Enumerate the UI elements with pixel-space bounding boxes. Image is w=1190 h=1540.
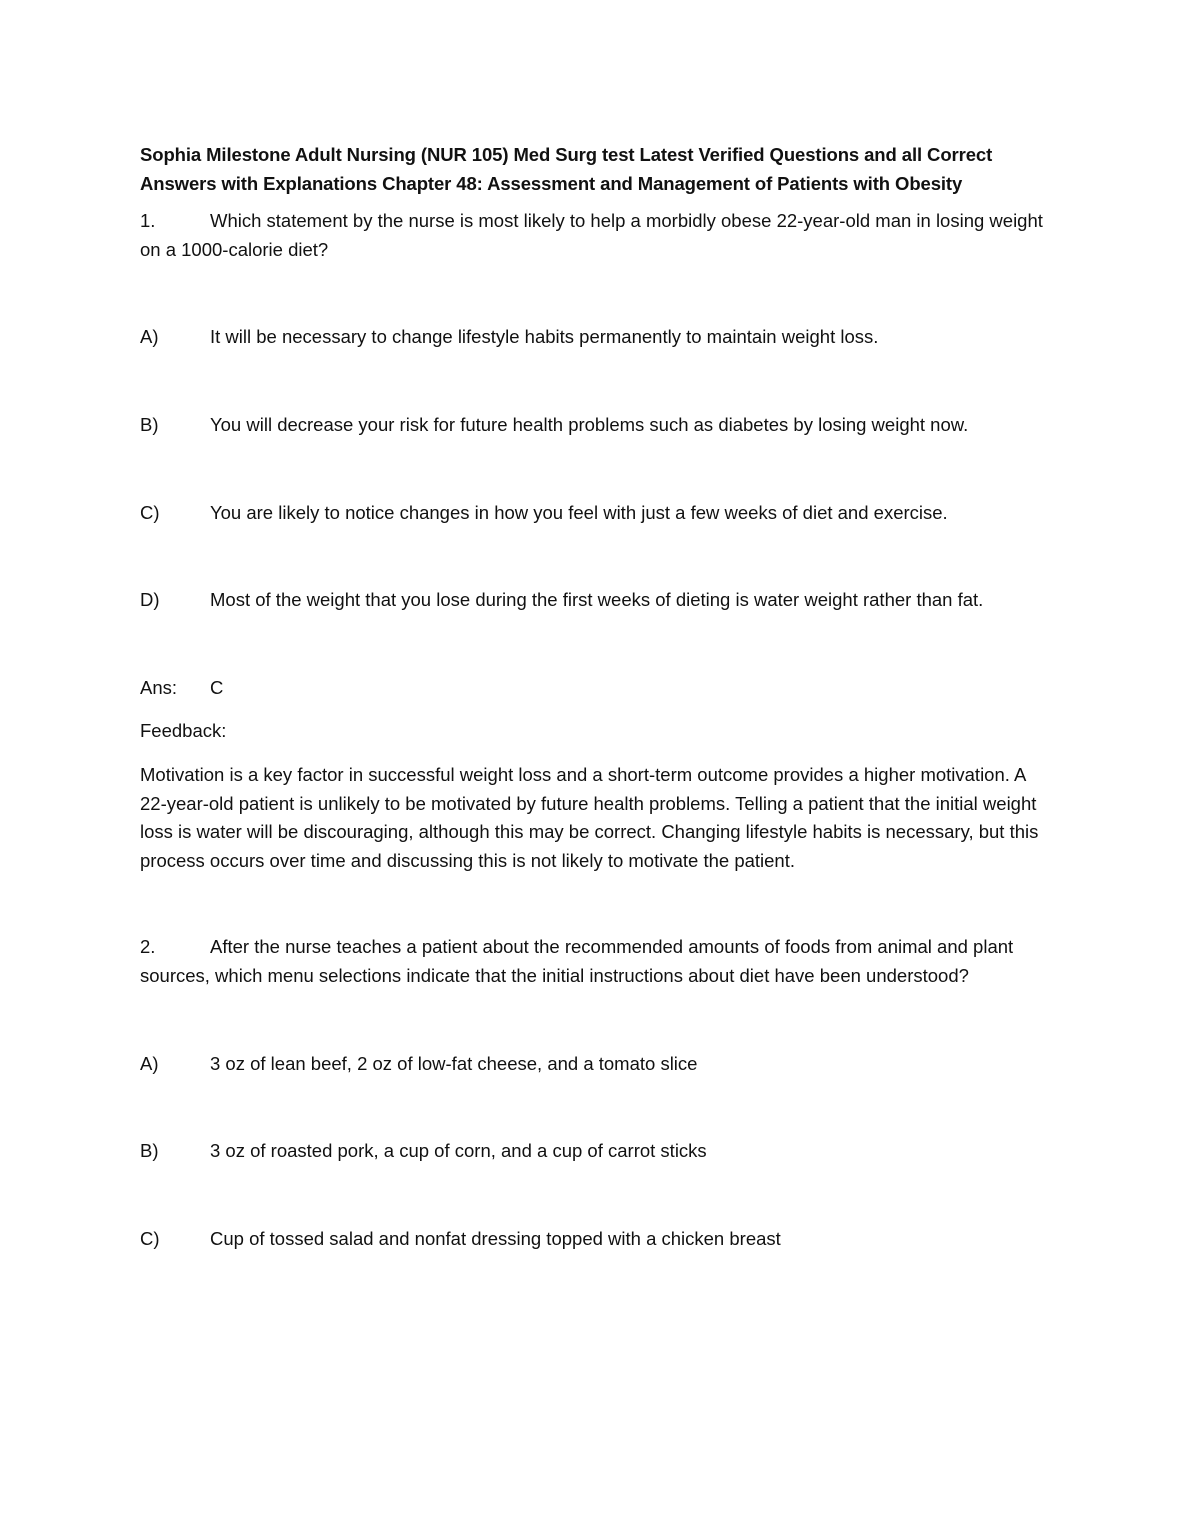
question-2-option-c bbox=[140, 1225, 1052, 1254]
question-1-feedback-label: Feedback: bbox=[140, 720, 227, 742]
option-text: It will be necessary to change lifestyle habits permanently to maintain weight loss. bbox=[210, 326, 879, 348]
option-label: D) bbox=[140, 589, 160, 611]
title-line-2: Answers with Explanations Chapter 48: Assessment and Management of Patients with Obesity bbox=[140, 172, 963, 194]
question-1-feedback-text: Motivation is a key factor in successful weight loss and a short-term outcome provides a higher motivation. A 22-year-old patient is unlikely to be motivated by future health problems. Telling a patient that the initial weight loss is water will be discouraging, although this may be correct. Changing lifestyle habits is necessary, but this process occurs over time and discussing this is not likely to motivate the patient. bbox=[140, 763, 1039, 871]
question-1-answer bbox=[140, 674, 1052, 703]
document-title bbox=[140, 141, 1052, 198]
option-text: 3 oz of roasted pork, a cup of corn, and a cup of carrot sticks bbox=[210, 1140, 707, 1162]
question-1-option-c bbox=[140, 499, 1052, 528]
question-2-stem bbox=[140, 933, 1052, 990]
option-label: C) bbox=[140, 1227, 160, 1249]
question-1-text: Which statement by the nurse is most likely to help a morbidly obese 22-year-old man in losing weight on a 1000-calorie diet? bbox=[140, 210, 1043, 260]
question-2-option-b bbox=[140, 1137, 1052, 1166]
option-text: Most of the weight that you lose during the first weeks of dieting is water weight rather than fat. bbox=[210, 589, 984, 611]
option-label: A) bbox=[140, 326, 159, 348]
question-1-stem bbox=[140, 207, 1052, 264]
question-1-number: 1. bbox=[140, 210, 156, 232]
option-label: B) bbox=[140, 413, 159, 435]
question-2-option-a bbox=[140, 1050, 1052, 1079]
title-line-1: Sophia Milestone Adult Nursing (NUR 105) Med Surg test Latest Verified Questions and all Correct bbox=[140, 144, 993, 165]
answer-value: C bbox=[210, 676, 224, 698]
question-1-option-b bbox=[140, 411, 1052, 440]
option-text: Cup of tossed salad and nonfat dressing topped with a chicken breast bbox=[210, 1227, 781, 1249]
option-label: B) bbox=[140, 1140, 159, 1162]
option-text: You will decrease your risk for future health problems such as diabetes by losing weight now. bbox=[210, 413, 969, 435]
question-2-number: 2. bbox=[140, 936, 156, 958]
answer-label: Ans: bbox=[140, 676, 178, 698]
option-text: You are likely to notice changes in how you feel with just a few weeks of diet and exercise. bbox=[210, 501, 948, 523]
option-text: 3 oz of lean beef, 2 oz of low-fat cheese, and a tomato slice bbox=[210, 1052, 698, 1074]
question-2-text: After the nurse teaches a patient about the recommended amounts of foods from animal and plant sources, which menu selections indicate that the initial instructions about diet have been understood? bbox=[140, 936, 1014, 986]
option-label: A) bbox=[140, 1052, 159, 1074]
document-page bbox=[140, 141, 1052, 1253]
question-1-option-d bbox=[140, 586, 1052, 615]
question-1-option-a bbox=[140, 323, 1052, 352]
option-label: C) bbox=[140, 501, 160, 523]
